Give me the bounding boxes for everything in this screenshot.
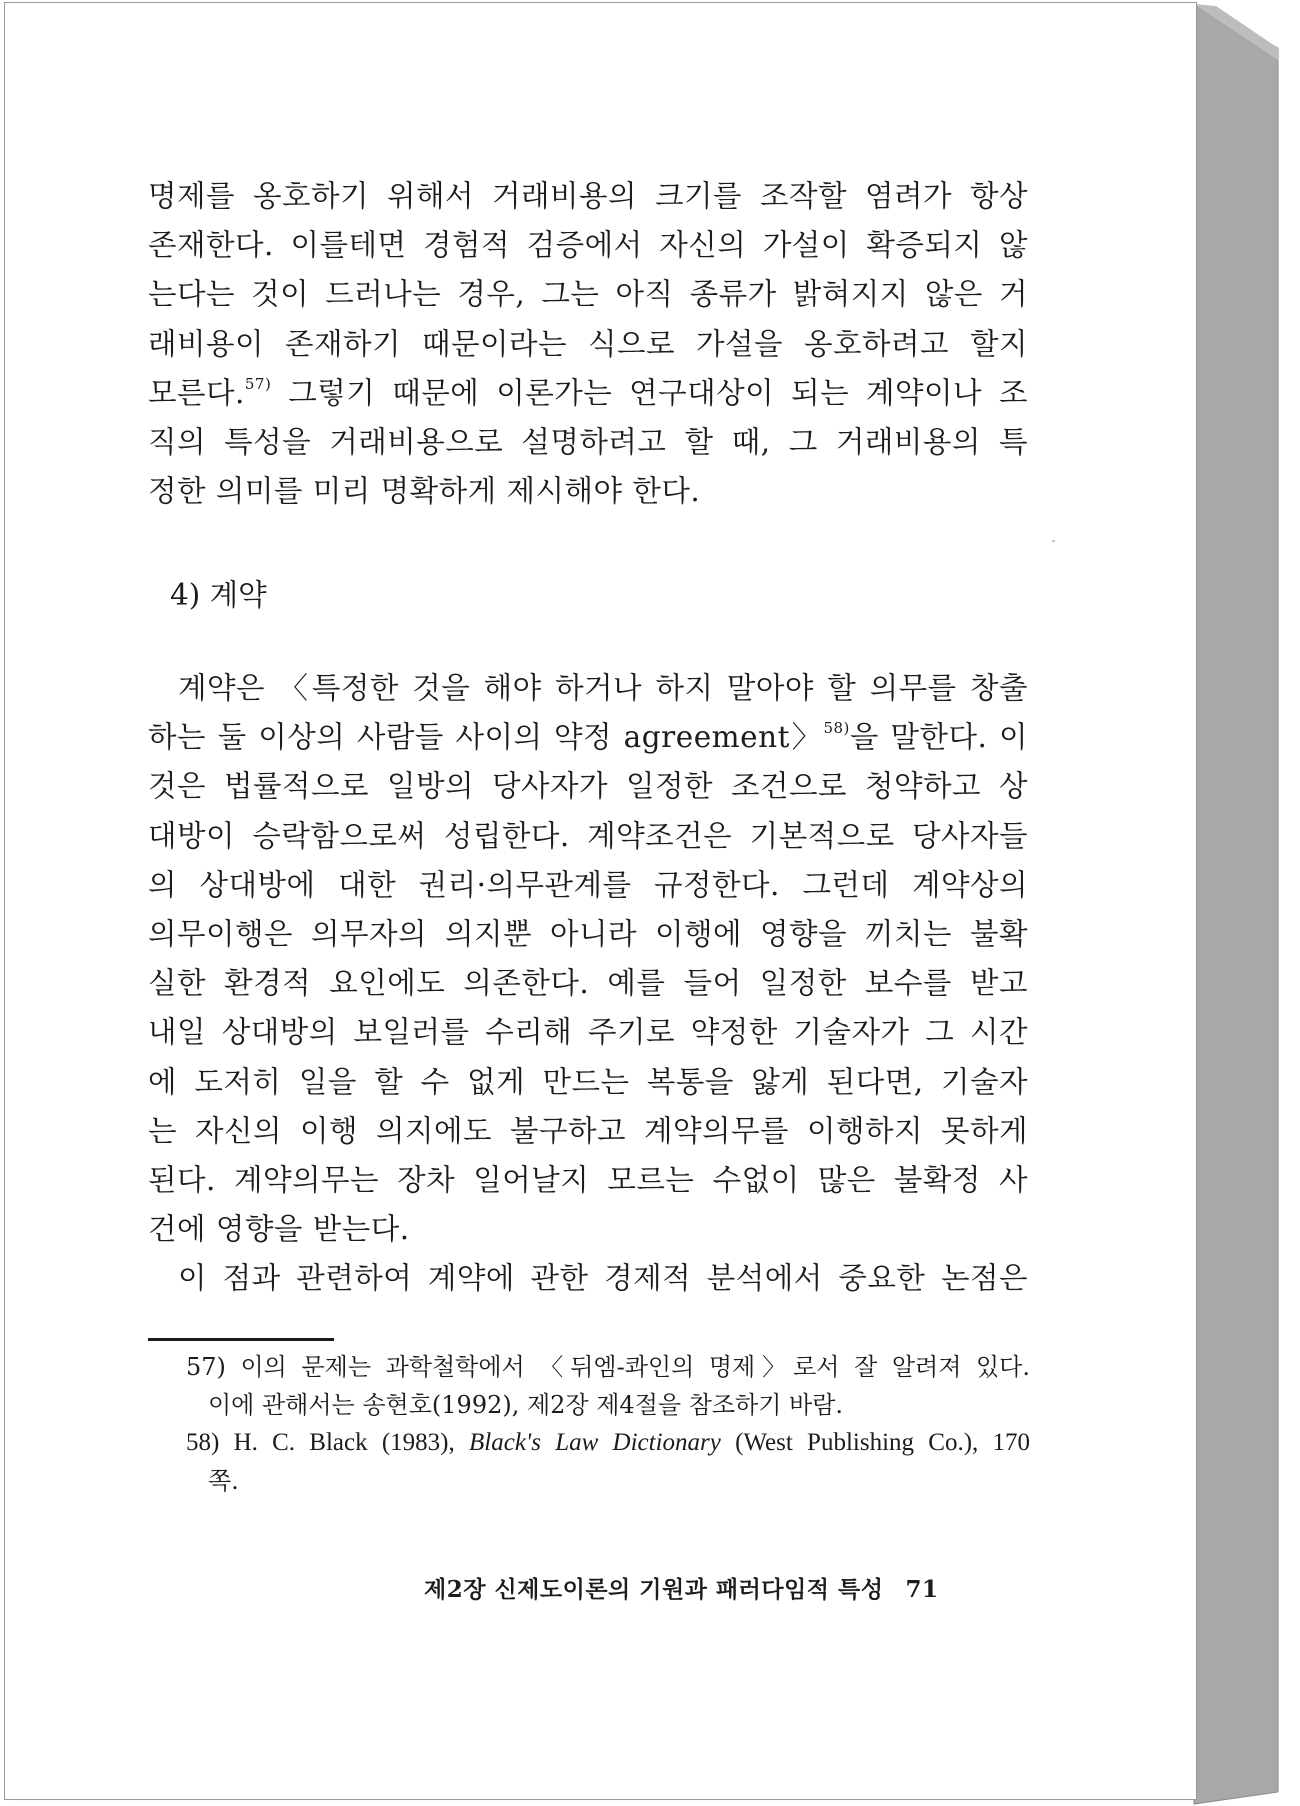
text-line: 것은 법률적으로 일방의 당사자가 일정한 조건으로 청약하고 상 [148, 769, 1028, 804]
book-page-edge [1186, 0, 1286, 1806]
text-line: 는 자신의 이행 의지에도 불구하고 계약의무를 이행하지 못하게 [148, 1113, 1028, 1148]
footnote-line: 쪽. [208, 1467, 239, 1495]
text-fragment: 하는 둘 이상의 사람들 사이의 약정 agreement〉 [148, 720, 824, 755]
text-line: 대방이 승락함으로써 성립한다. 계약조건은 기본적으로 당사자들 [148, 818, 1028, 853]
text-line: 된다. 계약의무는 장차 일어날지 모르는 수없이 많은 불확정 사 [148, 1163, 1028, 1198]
text-line: 계약은 〈특정한 것을 해야 하거나 하지 말아야 할 의무를 창출 [178, 671, 1028, 705]
footnote-line: 이에 관해서는 송현호(1992), 제2장 제4절을 참조하기 바람. [208, 1391, 844, 1419]
footnote-ref-58: 58) [823, 719, 850, 738]
text-line: 래비용이 존재하기 때문이라는 식으로 가설을 옹호하려고 할지 [148, 326, 1028, 361]
footnote-57 [186, 1348, 1030, 1424]
text-line: 명제를 옹호하기 위해서 거래비용의 크기를 조작할 염려가 항상 [148, 179, 1028, 213]
text-line: 직의 특성을 거래비용으로 설명하려고 할 때, 그 거래비용의 특 [148, 425, 1028, 460]
text-fragment: 을 말한다. 이 [849, 720, 1028, 755]
footnote-line [186, 1348, 1030, 1386]
text-fragment: 그렇기 때문에 이론가는 연구대상이 되는 계약이나 조 [288, 375, 1028, 410]
paragraph-3 [148, 1254, 1028, 1303]
text-line: 실한 환경적 요인에도 의존한다. 예를 들어 일정한 보수를 받고 [148, 966, 1028, 1001]
text-line: 에 도저히 일을 할 수 없게 만드는 복통을 앓게 된다면, 기술자 [148, 1064, 1028, 1099]
paragraph-2-text [148, 664, 1028, 1254]
footnote-58 [186, 1424, 1030, 1500]
text-line-with-footnote [148, 713, 1028, 762]
page-number: 71 [905, 1576, 939, 1603]
footnote-ref-57: 57) [244, 374, 272, 393]
paragraph-1-text [148, 172, 1028, 516]
footnote-author: H. C. Black (1983), [233, 1429, 455, 1456]
text-line: 의무이행은 의무자의 의지뿐 아니라 이행에 영향을 끼치는 불확 [148, 917, 1028, 952]
running-footer [424, 1571, 938, 1604]
footnote-publisher: (West Publishing Co.), 170 [735, 1429, 1031, 1456]
footnote-line [186, 1424, 1030, 1462]
paragraph-1 [148, 172, 1028, 516]
footnote-number: 57) [186, 1353, 226, 1381]
text-line: 건에 영향을 받는다. [148, 1212, 410, 1247]
footnote-number: 58) [186, 1429, 220, 1456]
scan-speck [1052, 540, 1055, 542]
text-line: 이 점과 관련하여 계약에 관한 경제적 분석에서 중요한 논점은 [178, 1261, 1028, 1295]
text-line: 존재한다. 이를테면 경험적 검증에서 자신의 가설이 확증되지 않 [148, 228, 1028, 263]
footnote-title: Black's Law Dictionary [469, 1429, 721, 1456]
paragraph-3-text [148, 1254, 1028, 1303]
chapter-title: 제2장 신제도이론의 기원과 패러다임적 특성 [424, 1576, 884, 1603]
footnote-text: 이의 문제는 과학철학에서 〈뒤엠-콰인의 명제〉로서 잘 알려져 있다. [240, 1353, 1030, 1381]
section-heading: 4) 계약 [170, 578, 267, 612]
footnote-separator [148, 1338, 334, 1341]
text-line: 의 상대방에 대한 권리·의무관계를 규정한다. 그런데 계약상의 [148, 867, 1028, 902]
footnotes [186, 1348, 1030, 1500]
text-line: 는다는 것이 드러나는 경우, 그는 아직 종류가 밝혀지지 않은 거 [148, 277, 1028, 312]
text-line-with-footnote [148, 369, 1028, 418]
text-fragment: 모른다. [148, 375, 245, 410]
paragraph-2 [148, 664, 1028, 1254]
text-line: 정한 의미를 미리 명확하게 제시해야 한다. [148, 474, 701, 509]
text-line: 내일 상대방의 보일러를 수리해 주기로 약정한 기술자가 그 시간 [148, 1015, 1028, 1050]
